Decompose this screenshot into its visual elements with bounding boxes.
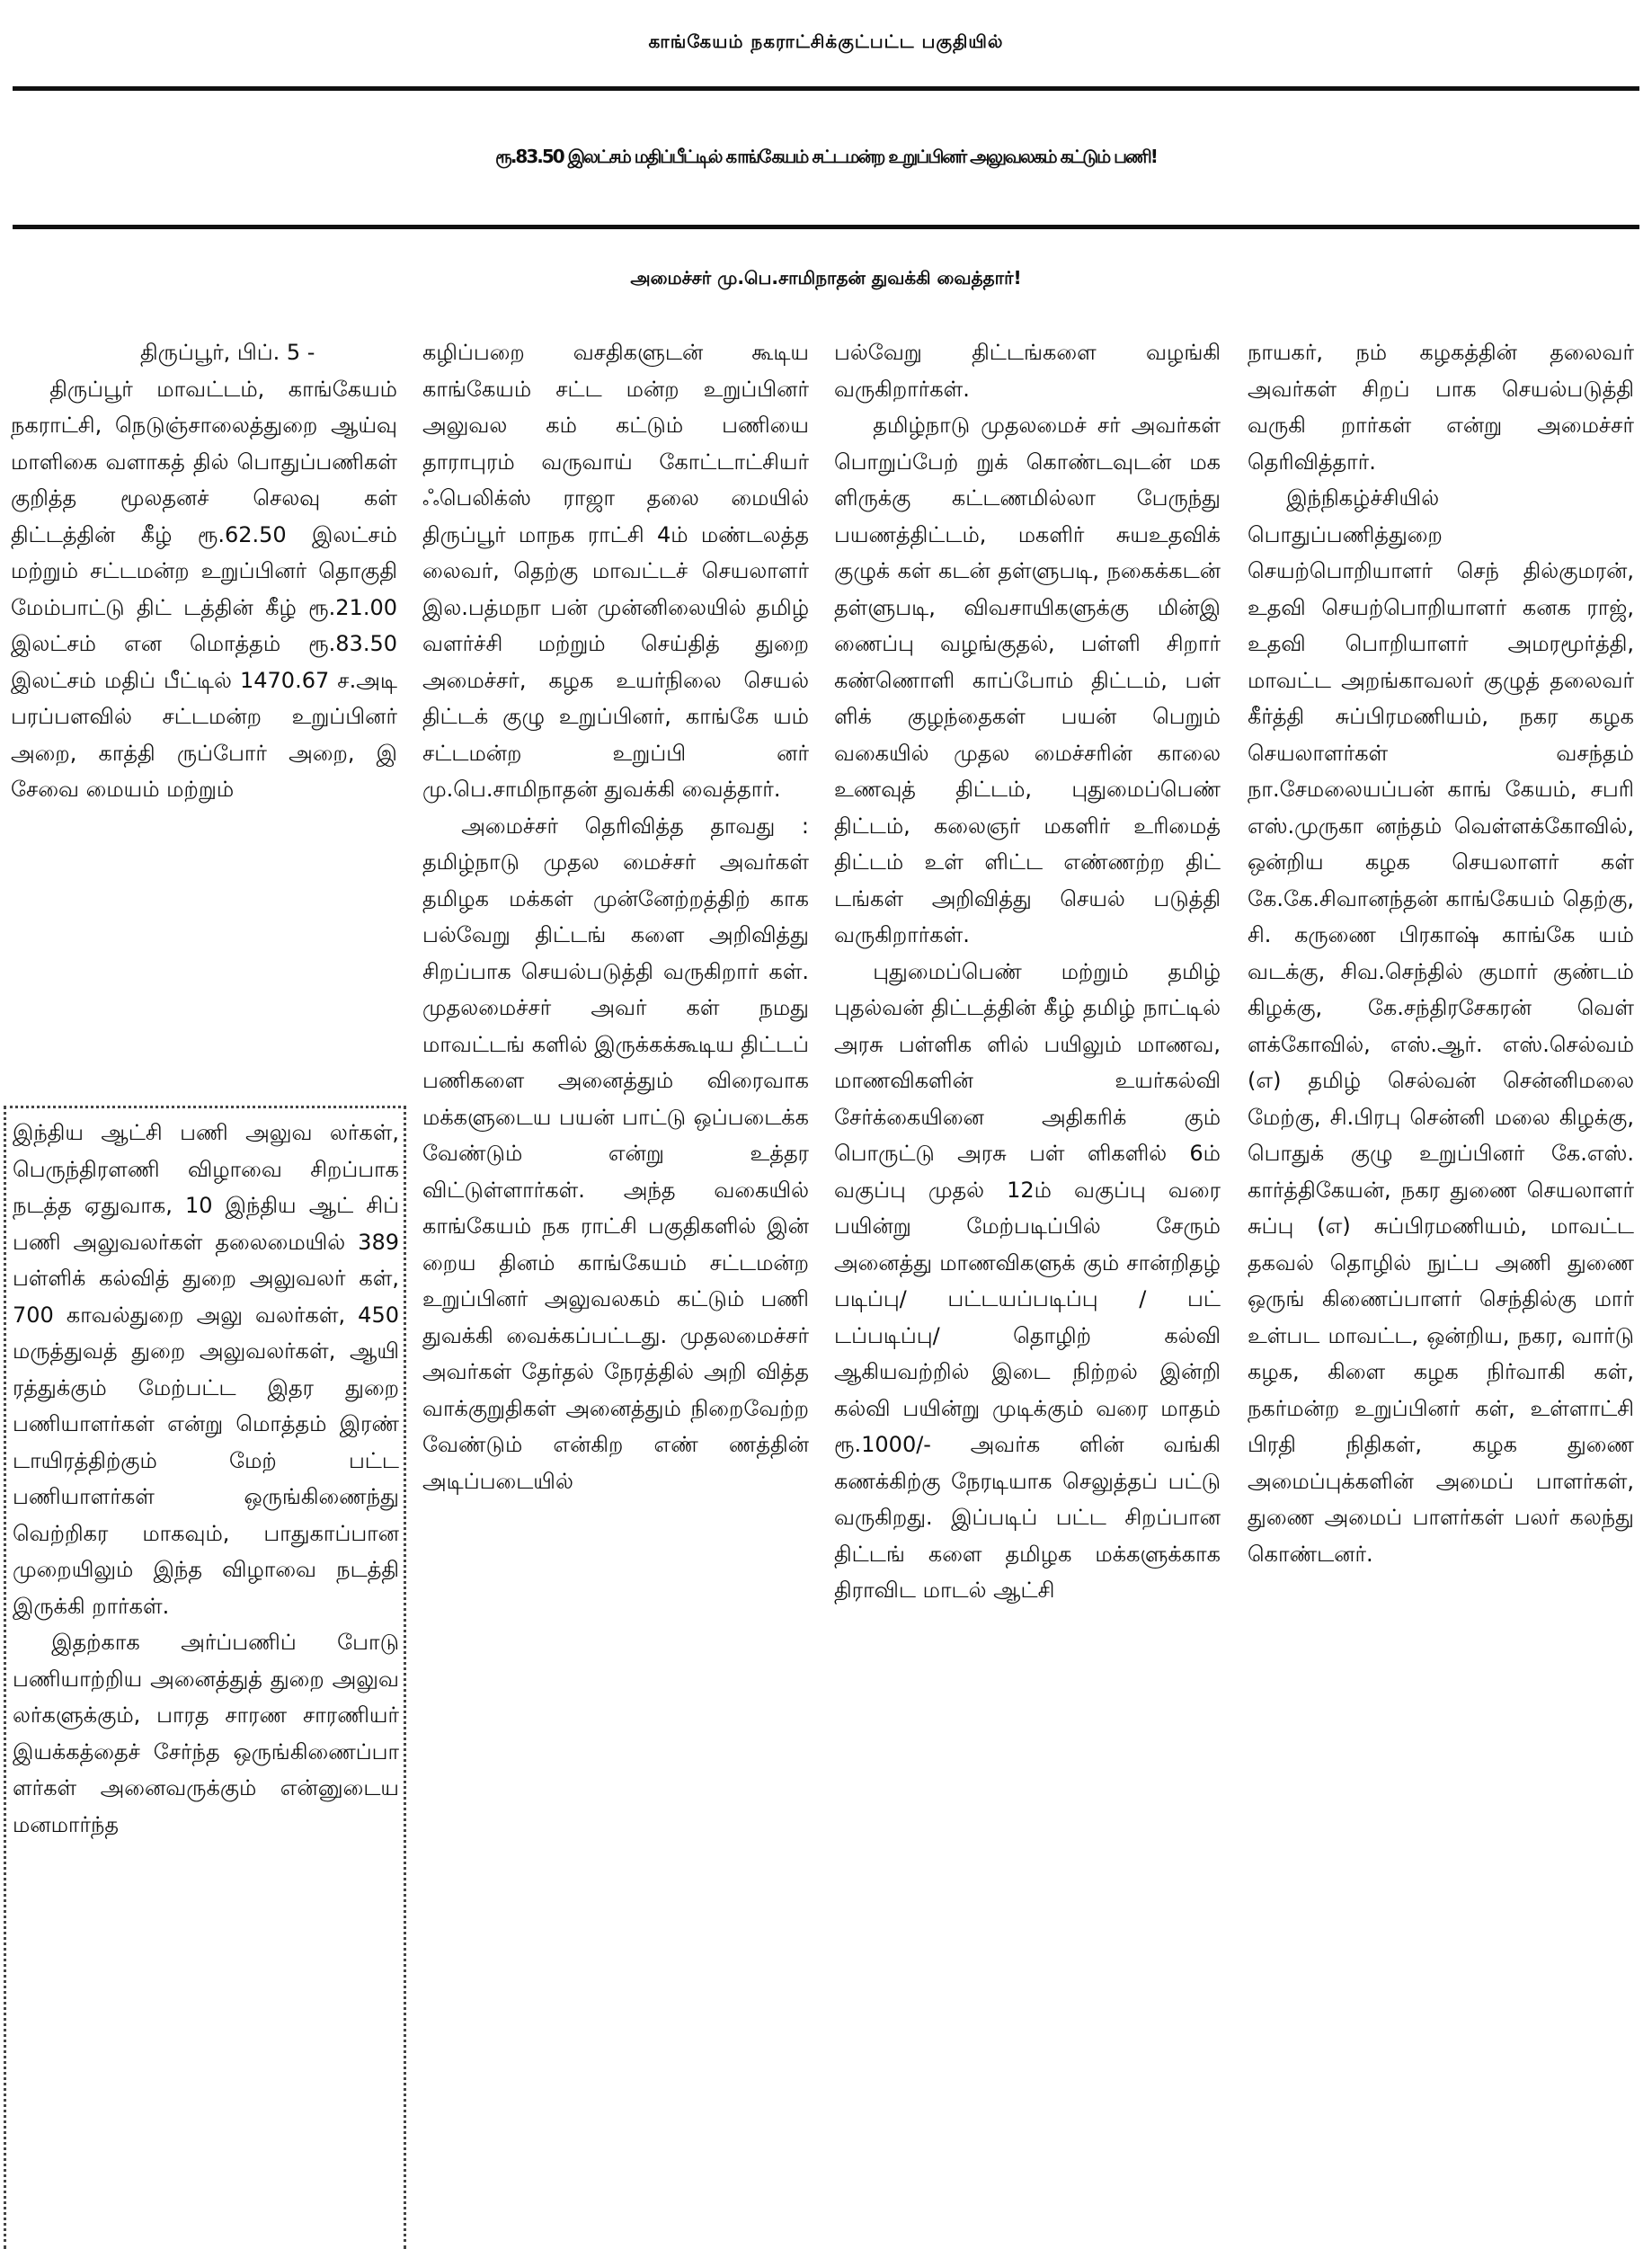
dateline: திருப்பூர், பிப். 5 - — [140, 340, 315, 365]
article-paragraph: கழிப்பறை வசதிகளுடன் கூடிய காங்கேயம் சட்ட மன்ற உறுப்பினர் அலுவல கம் கட்டும் பணியை தாராபுரம் வருவாய் கோட்டாட்சியர் ஃபெலிக்ஸ் ராஜா தலை மையில் திருப்பூர் மாநக ராட்சி 4ம் மண்டலத்த லைவர், தெற்கு மாவட்டச் செயலாளர் இல.பத்மநா பன் முன்னிலையில் தமிழ் வளர்ச்சி மற்றும் செய்தித் துறை அமைச்சர், கழக உயர்நிலை செயல் திட்டக் குழு உறுப்பினர், காங்கே யம் சட்டமன்ற உறுப்பி னர் மு.பெ.சாமிநாதன் துவக்கி வைத்தார். — [422, 340, 809, 802]
article-paragraph: தமிழ்நாடு முதலமைச் சர் அவர்கள் பொறுப்பேற் றுக் கொண்டவுடன் மக ளிருக்கு கட்டணமில்லா பேருந்து பயணத்திட்டம், மகளிர் சுயஉதவிக் குழுக் கள் கடன் தள்ளுபடி, நகைக்கடன் தள்ளுபடி, விவசாயிகளுக்கு மின்இ ணைப்பு வழங்குதல், பள்ளி சிறார் கண்ணொளி காப்போம் திட்டம், பள் ளிக் குழந்தைகள் பயன் பெறும் வகையில் முதல மைச்சரின் காலை உணவுத் திட்டம், புதுமைப்பெண் திட்டம், கலைஞர் மகளிர் உரிமைத் திட்டம் உள் ளிட்ட எண்ணற்ற திட் டங்கள் அறிவித்து செயல் படுத்தி வருகிறார்கள். — [834, 413, 1221, 947]
article-column-3 — [834, 334, 1221, 1609]
headline-rule — [13, 86, 1639, 91]
article-column-1-box — [13, 1115, 399, 1843]
article-paragraph: பல்வேறு திட்டங்களை வழங்கி வருகிறார்கள். — [834, 340, 1221, 402]
article-paragraph: திருப்பூர் மாவட்டம், காங்கேயம் நகராட்சி, நெடுஞ்சாலைத்துறை ஆய்வு மாளிகை வளாகத் தில் பொதுப்பணிகள் குறித்த மூலதனச் செலவு கள் திட்டத்தின் கீழ் ரூ.62.50 இலட்சம் மற்றும் சட்டமன்ற உறுப்பினர் தொகுதி மேம்பாட்டு திட் டத்தின் கீழ் ரூ.21.00 இலட்சம் என மொத்தம் ரூ.83.50 இலட்சம் மதிப் பீட்டில் 1470.67 ச.அடி பரப்பளவில் சட்டமன்ற உறுப்பினர் அறை, காத்தி ருப்போர் அறை, இ சேவை மையம் மற்றும் — [11, 376, 397, 802]
article-column-1 — [11, 334, 397, 808]
headline-sub: அமைச்சர் மு.பெ.சாமிநாதன் துவக்கி வைத்தார்! — [630, 267, 1022, 289]
article-paragraph: இந்திய ஆட்சி பணி அலுவ லர்கள், பெருந்திரளணி விழாவை சிறப்பாக நடத்த ஏதுவாக, 10 இந்திய ஆட் சிப் பணி அலுவலர்கள் தலைமையில் 389 பள்ளிக் கல்வித் துறை அலுவலர் கள், 700 காவல்துறை அலு வலர்கள், 450 மருத்துவத் துறை அலுவலர்கள், ஆயி ரத்துக்கும் மேற்பட்ட இதர துறை பணியாளர்கள் என்று மொத்தம் இரண் டாயிரத்திற்கும் மேற் பட்ட பணியாளர்கள் ஒருங்கிணைந்து வெற்றிகர மாகவும், பாதுகாப்பான முறையிலும் இந்த விழாவை நடத்தி இருக்கி றார்கள். — [13, 1120, 399, 1619]
article-paragraph: நாயகர், நம் கழகத்தின் தலைவர் அவர்கள் சிறப் பாக செயல்படுத்தி வருகி றார்கள் என்று அமைச்சர் தெரிவித்தார். — [1248, 340, 1634, 475]
article-paragraph: இதற்காக அர்ப்பணிப் போடு பணியாற்றிய அனைத்துத் துறை அலுவ லர்களுக்கும், பாரத சாரண சாரணியர் இயக்கத்தைச் சேர்ந்த ஒருங்கிணைப்பா ளர்கள் அனைவருக்கும் என்னுடைய மனமார்ந்த — [13, 1630, 399, 1837]
article-paragraph: புதுமைப்பெண் மற்றும் தமிழ் புதல்வன் திட்டத்தின் கீழ் தமிழ் நாட்டில் அரசு பள்ளிக ளில் பயிலும் மாணவ, மாணவிகளின் உயர்கல்வி சேர்க்கையினை அதிகரிக் கும் பொருட்டு அரசு பள் ளிகளில் 6ம் வகுப்பு முதல் 12ம் வகுப்பு வரை பயின்று மேற்படிப்பில் சேரும் அனைத்து மாணவிகளுக் கும் சான்றிதழ் படிப்பு/ பட்டயப்படிப்பு / பட் டப்படிப்பு/ தொழிற் கல்வி ஆகியவற்றில் இடை நிற்றல் இன்றி கல்வி பயின்று முடிக்கும் வரை மாதம் ரூ.1000/- அவர்க ளின் வங்கி கணக்கிற்கு நேரடியாக செலுத்தப் பட்டு வருகிறது. இப்படிப் பட்ட சிறப்பான திட்டங் களை தமிழக மக்களுக்காக திராவிட மாடல் ஆட்சி — [834, 958, 1221, 1603]
headline-main: ரூ.83.50 இலட்சம் மதிப்பீட்டில் காங்கேயம் சட்டமன்ற உறுப்பினர் அலுவலகம் கட்டும் பணி! — [495, 146, 1157, 167]
article-column-4 — [1248, 334, 1634, 1572]
article-paragraph: அமைச்சர் தெரிவித்த தாவது : தமிழ்நாடு முதல மைச்சர் அவர்கள் தமிழக மக்கள் முன்னேற்றத்திற் காக பல்வேறு திட்டங் களை அறிவித்து சிறப்பாக செயல்படுத்தி வருகிறார் கள். முதலமைச்சர் அவர் கள் நமது மாவட்டங் களில் இருக்கக்கூடிய திட்டப் பணிகளை அனைத்தும் விரைவாக மக்களுடைய பயன் பாட்டு ஒப்படைக்க வேண்டும் என்று உத்தர விட்டுள்ளார்கள். அந்த வகையில் காங்கேயம் நக ராட்சி பகுதிகளில் இன் றைய தினம் காங்கேயம் சட்டமன்ற உறுப்பினர் அலுவலகம் கட்டும் பணி துவக்கி வைக்கப்பட்டது. முதலமைச்சர் அவர்கள் தேர்தல் நேரத்தில் அறி வித்த வாக்குறுதிகள் அனைத்தும் நிறைவேற்ற வேண்டும் என்கிற எண் ணத்தின் அடிப்படையில் — [422, 813, 809, 1494]
article-column-2 — [422, 334, 809, 1499]
article-paragraph: இந்நிகழ்ச்சியில் பொதுப்பணித்துறை செயற்பொறியாளர் செந் தில்குமரன், உதவி செயற்பொறியாளர் கனக ராஜ், உதவி பொறியாளர் அமரமூர்த்தி, மாவட்ட அறங்காவலர் குழுத் தலைவர் கீர்த்தி சுப்பிரமணியம், நகர கழக செயலாளர்கள் வசந்தம் நா.சேமலையப்பன் காங் கேயம், சபரி எஸ்.முருகா னந்தம் வெள்ளக்கோவில், ஒன்றிய கழக செயலாளர் கள் கே.கே.சிவானந்தன் காங்கேயம் தெற்கு, சி. கருணை பிரகாஷ் காங்கே யம் வடக்கு, சிவ.செந்தில் குமார் குண்டம் கிழக்கு, கே.சந்திரசேகரன் வெள் ளக்கோவில், எஸ்.ஆர். எஸ்.செல்வம் (எ) தமிழ் செல்வன் சென்னிமலை மேற்கு, சி.பிரபு சென்னி மலை கிழக்கு, பொதுக் குழு உறுப்பினர் கே.எஸ். கார்த்திகேயன், நகர துணை செயலாளர் சுப்பு (எ) சுப்பிரமணியம், மாவட்ட தகவல் தொழில் நுட்ப அணி துணை ஒருங் கிணைப்பாளர் செந்தில்கு மார் உள்பட மாவட்ட, ஒன்றிய, நகர, வார்டு கழக, கிளை கழக நிர்வாகி கள், நகர்மன்ற உறுப்பினர் கள், உள்ளாட்சி பிரதி நிதிகள், கழக துணை அமைப்புக்களின் அமைப் பாளர்கள், துணை அமைப் பாளர்கள் பலர் கலந்து கொண்டனர். — [1248, 485, 1634, 1567]
headline-kicker: காங்கேயம் நகராட்சிக்குட்பட்ட பகுதியில் — [648, 31, 1004, 52]
